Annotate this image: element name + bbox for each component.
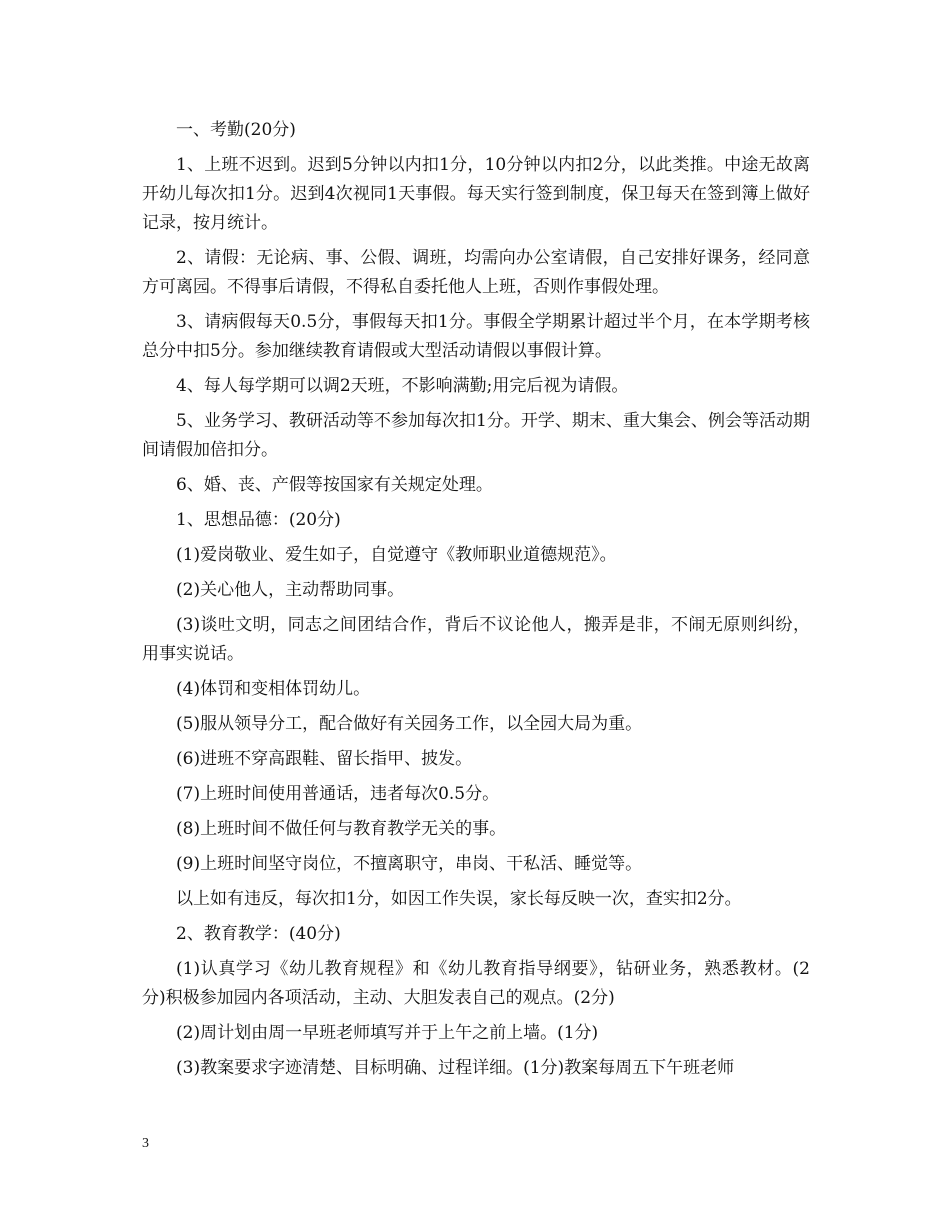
list-item: (7)上班时间使用普通话，违者每次0.5分。 — [176, 784, 500, 804]
list-item: (8)上班时间不做任何与教育教学无关的事。 — [176, 819, 507, 839]
paragraph: 4、每人每学期可以调2天班，不影响满勤;用完后视为请假。 — [176, 376, 629, 396]
list-item: (6)进班不穿高跟鞋、留长指甲、披发。 — [176, 749, 473, 769]
paragraph: 6、婚、丧、产假等按国家有关规定处理。 — [176, 475, 493, 495]
paragraph: 3、请病假每天0.5分，事假每天扣1分。事假全学期累计超过半个月，在本学期考核总分中扣5分。参加继续教育请假或大型活动请假以事假计算。 — [142, 312, 810, 361]
section-heading-attendance: 一、考勤(20分) — [176, 120, 296, 140]
section-heading-teaching: 2、教育教学：(40分) — [176, 924, 341, 944]
document-body — [142, 116, 810, 1089]
list-item: (4)体罚和变相体罚幼儿。 — [176, 679, 371, 699]
paragraph: 5、业务学习、教研活动等不参加每次扣1分。开学、期末、重大集会、例会等活动期间请假加倍扣分。 — [142, 411, 810, 460]
section-heading-ethics: 1、思想品德：(20分) — [176, 510, 341, 530]
list-item: (3)教案要求字迹清楚、目标明确、过程详细。(1分)教案每周五下午班老师 — [176, 1058, 735, 1078]
list-item: (2)周计划由周一早班老师填写并于上午之前上墙。(1分) — [176, 1023, 599, 1043]
paragraph: 1、上班不迟到。迟到5分钟以内扣1分，10分钟以内扣2分，以此类推。中途无故离开幼儿每次扣1分。迟到4次视同1天事假。每天实行签到制度，保卫每天在签到簿上做好记录，按月统计。 — [142, 155, 810, 233]
list-item: (9)上班时间坚守岗位，不擅离职守，串岗、干私活、睡觉等。 — [176, 854, 643, 874]
list-item: (5)服从领导分工，配合做好有关园务工作，以全园大局为重。 — [176, 714, 643, 734]
list-item: (1)认真学习《幼儿教育规程》和《幼儿教育指导纲要》，钻研业务，熟悉教材。(2分)积极参加园内各项活动，主动、大胆发表自己的观点。(2分) — [142, 959, 810, 1008]
paragraph: 2、请假：无论病、事、公假、调班，均需向办公室请假，自己安排好课务，经同意方可离园。不得事后请假，不得私自委托他人上班，否则作事假处理。 — [142, 248, 810, 297]
list-item: (2)关心他人，主动帮助同事。 — [176, 580, 405, 600]
paragraph: 以上如有违反，每次扣1分，如因工作失误，家长每反映一次，查实扣2分。 — [176, 889, 742, 909]
list-item: (3)谈吐文明，同志之间团结合作，背后不议论他人，搬弄是非，不闹无原则纠纷，用事实说话。 — [142, 615, 810, 664]
page-number: 3 — [142, 1136, 149, 1151]
list-item: (1)爱岗敬业、爱生如子，自觉遵守《教师职业道德规范》。 — [176, 545, 617, 565]
